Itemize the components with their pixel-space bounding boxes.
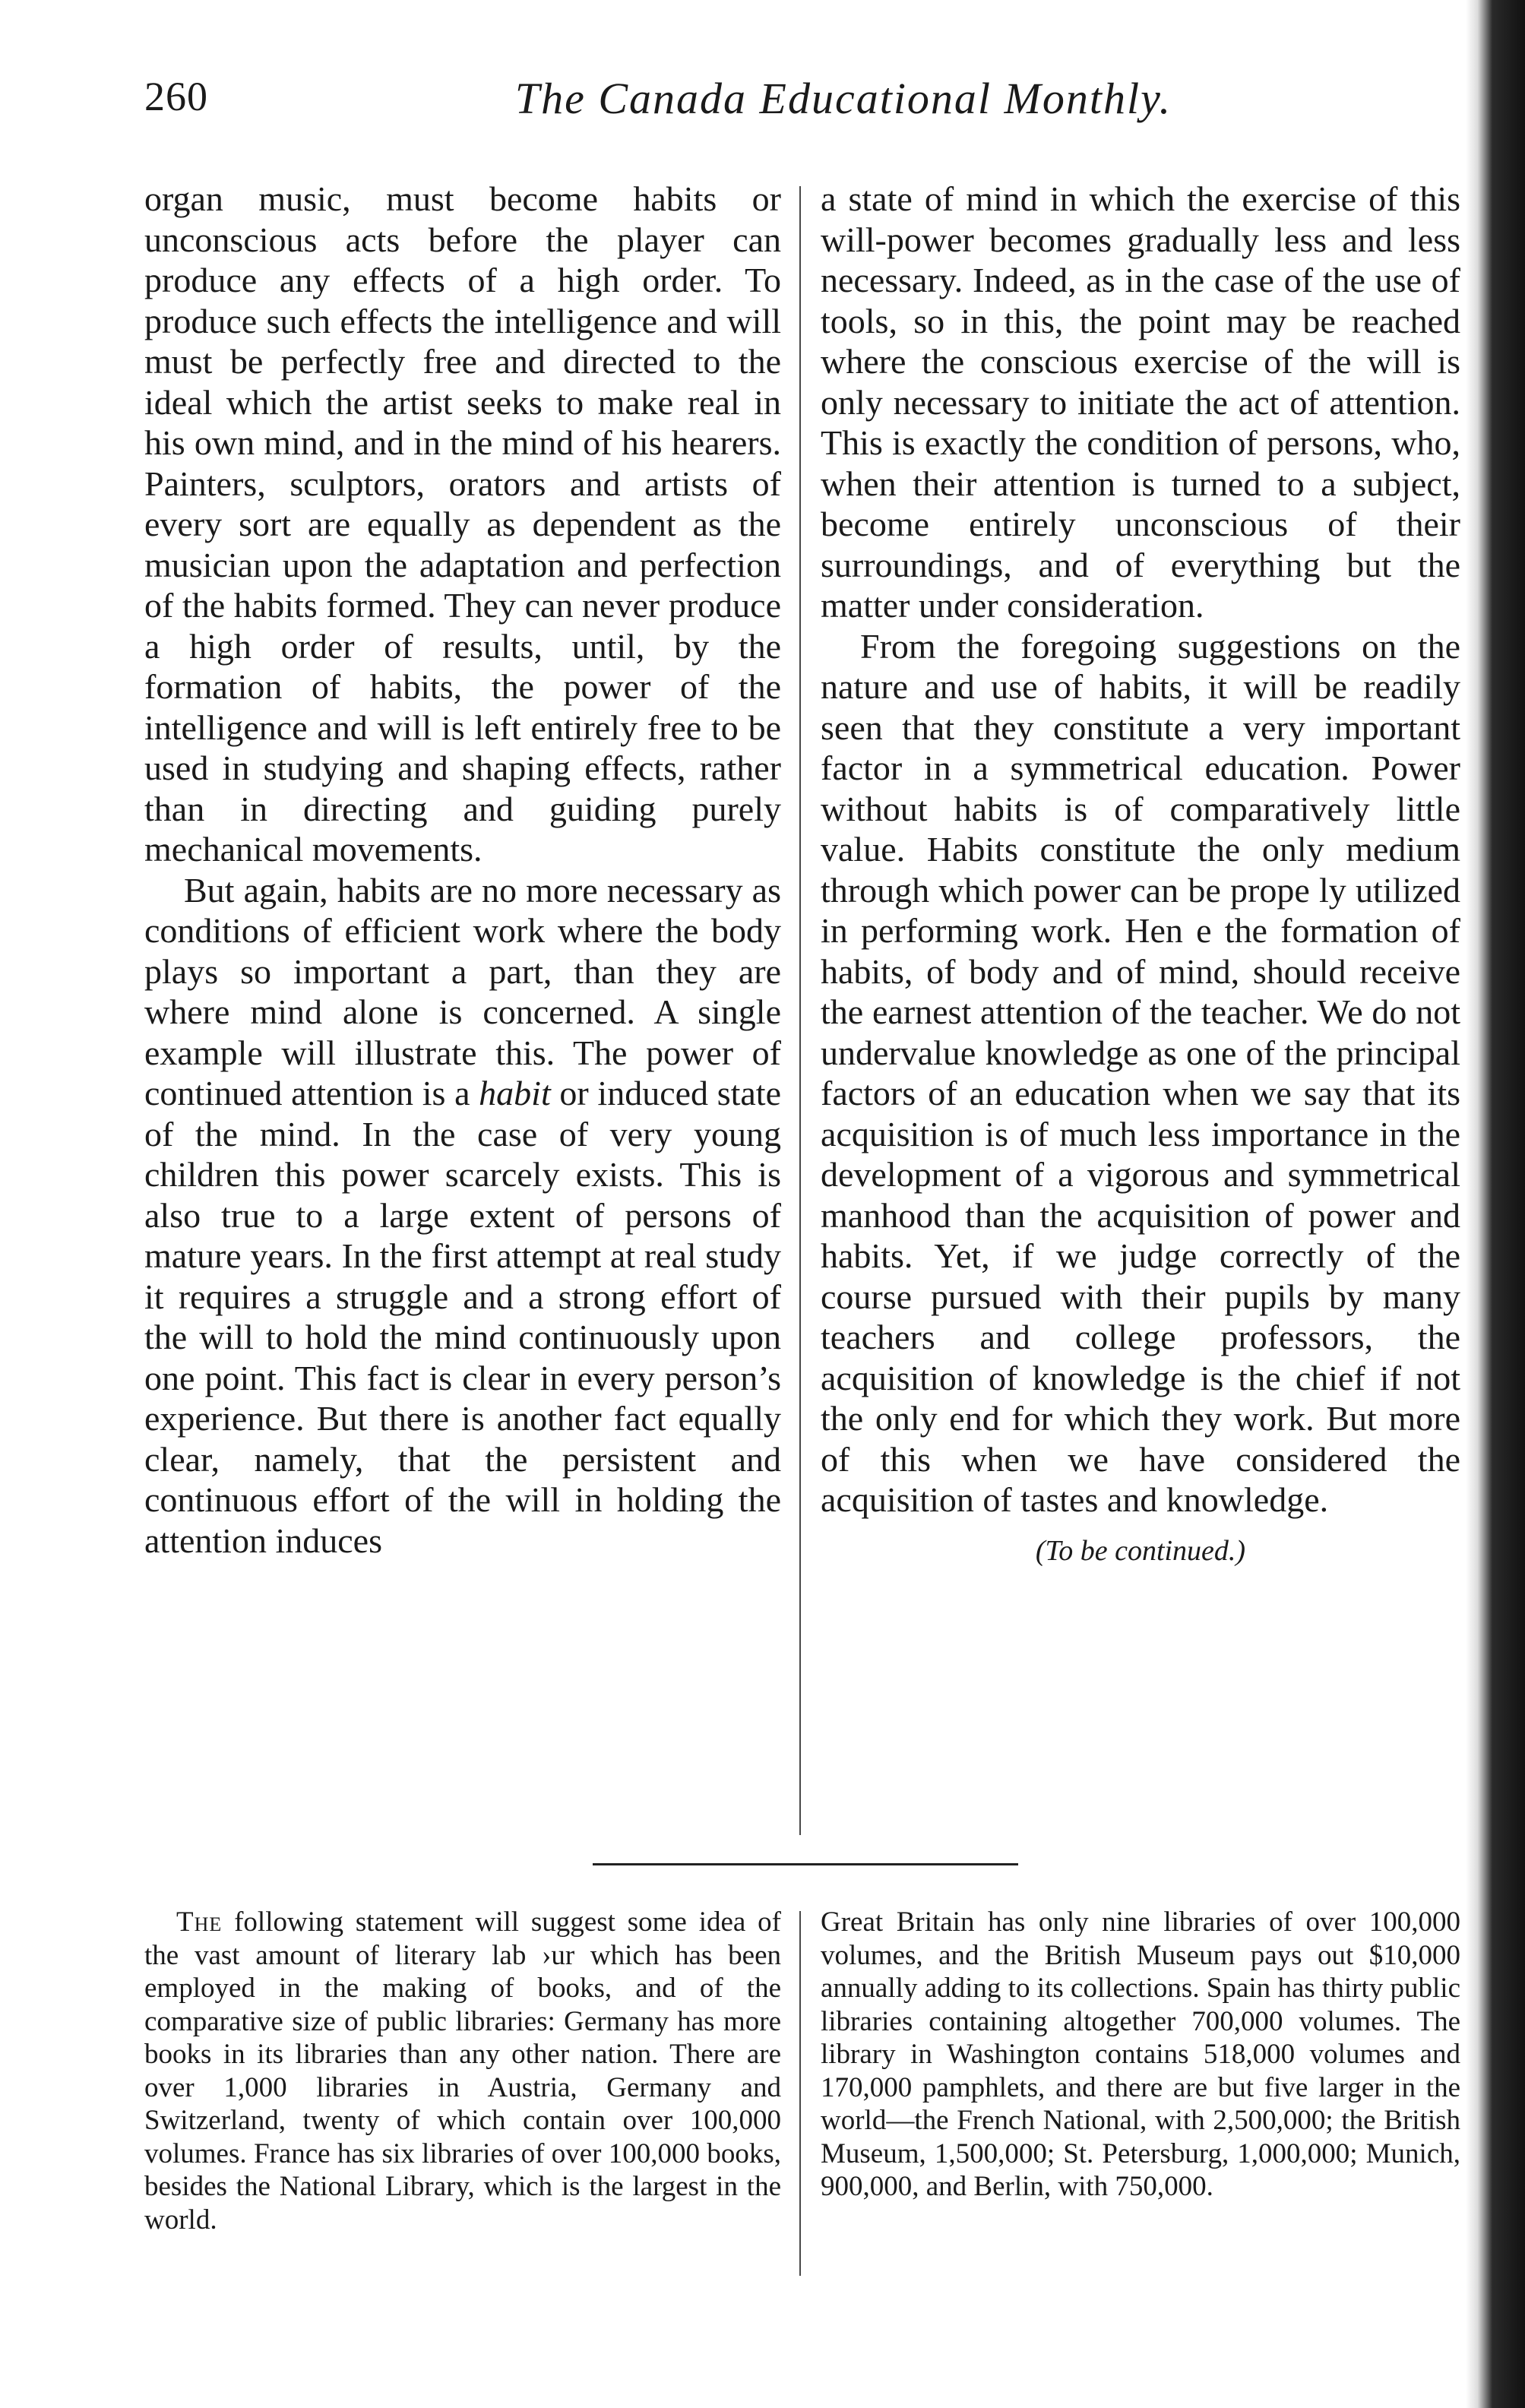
italic-word: habit [479,1074,551,1112]
section-divider [593,1863,1018,1865]
note-column-left [144,1906,781,2236]
continued-note: (To be continued.) [1035,1534,1246,1567]
article-column-left [144,179,781,1561]
article-text: But again, habits are no more necessary as conditions of efficient work where the body plays so important a part, than they are where mind alone is concerned. A single example will illustrate this. The power of continued attention is a [144,870,781,1112]
note-paragraph [144,1906,781,2236]
note-text: following statement will suggest some idea of the vast amount of literary lab ›ur which has been employed in the making of books, and of the comparative size of public libraries: Germany has more books in its libraries than any other nation. There are over 1,000 libraries in Austria, Germany and Switzerland, twenty of which contain over 100,000 volumes. France has six libraries of over 100,000 books, besides the National Library, which is the largest in the world. [144,1906,781,2236]
page-number: 260 [144,74,208,119]
note-paragraph: Great Britain has only nine libraries of over 100,000 volumes, and the British Museum pays out $10,000 annually adding to its collections. Spain has thirty public libraries containing altogether 700,000 volumes. The library in Washington contains 518,000 volumes and 170,000 pamphlets, and there are but five larger in the world—the French National, with 2,500,000; the British Museum, 1,500,000; St. Petersburg, 1,000,000; Munich, 900,000, and Berlin, with 750,000. [821,1906,1460,2202]
note-lead-word: The [176,1906,223,1938]
article-paragraph [144,870,781,1562]
scan-edge-shadow [1466,0,1525,2408]
article-paragraph: organ music, must become habits or unconscious acts before the player can produce any effects of a high order. To produce such effects the intelligence and will must be perfectly free and directed to the ideal which the artist seeks to make real in his own mind, and in the mind of his hearers. Painters, sculptors, orators and artists of every sort are equally as dependent as the musician upon the adaptation and perfection of the habits formed. They can never produce a high order of results, until, by the formation of habits, the power of the intelligence and will is left entirely free to be used in studying and shaping effects, rather than in directing and guiding purely mechanical movements. [144,179,781,869]
column-divider [799,1911,801,2276]
article-paragraph: a state of mind in which the exercise of this will-power becomes gradually less and less necessary. Indeed, as in the case of the use of tools, so in this, the point may be reached where the conscious exercise of the will is only necessary to initiate the act of attention. This is exactly the condition of persons, who, when their attention is turned to a subject, become entirely unconscious of their surroundings, and of everything but the matter under consideration. [821,179,1460,625]
article-column-right [821,179,1460,1571]
journal-title: The Canada Educational Monthly. [514,74,1172,123]
column-divider [799,186,801,1835]
article-text: or induced state of the mind. In the case of very young children this power scarcely exists. This is also true to a large extent of persons of mature years. In the first attempt at real study it requires a struggle and a strong effort of the will to hold the mind continuously upon one point. This fact is clear in every person’s experience. But there is another fact equally clear, namely, that the persistent and continuous effort of the will in holding the attention induces [144,1074,781,1560]
running-head [144,73,1353,141]
note-column-right [821,1906,1460,2204]
article-paragraph: From the foregoing suggestions on the nature and use of habits, it will be readily seen that they constitute a very important factor in a symmetrical education. Power without habits is of comparatively little value. Habits constitute the only medium through which power can be prope ly utilized in performing work. Hen e the formation of habits, of body and of mind, should receive the earnest attention of the teacher. We do not undervalue knowledge as one of the principal factors of an education when we say that its acquisition is of much less importance in the development of a vigorous and symmetrical manhood than the acquisition of power and habits. Yet, if we judge correctly of the course pursued with their pupils by many teachers and college professors, the acquisition of knowledge is the chief if not the only end for which they work. But more of this when we have considered the acquisition of tastes and knowledge. [821,626,1460,1519]
